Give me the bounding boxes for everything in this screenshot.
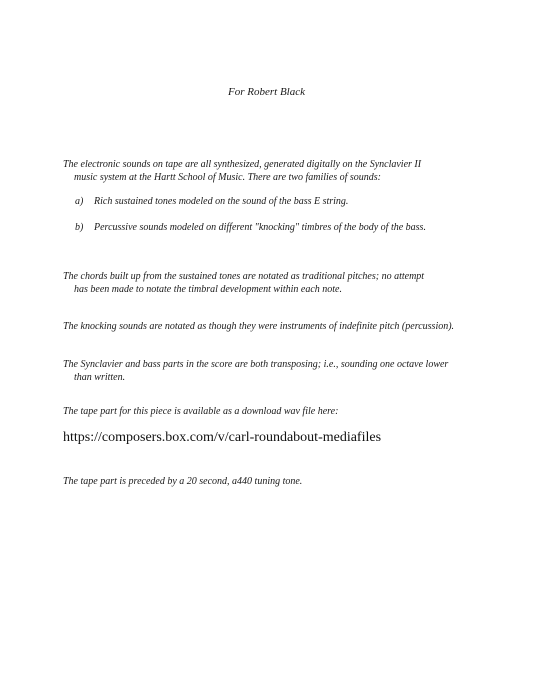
family-marker: b) — [75, 222, 84, 233]
tape-part-paragraph — [63, 405, 483, 418]
download-link[interactable]: https://composers.box.com/v/carl-roundabout-mediafiles — [63, 430, 382, 445]
family-item-b — [75, 221, 495, 234]
chords-paragraph — [63, 270, 483, 296]
family-text: Rich sustained tones modeled on the sound of the bass E string. — [94, 196, 349, 207]
family-item-a — [75, 195, 495, 208]
knocking-paragraph — [63, 320, 503, 333]
family-text: Percussive sounds modeled on different "knocking" timbres of the body of the bass. — [94, 222, 426, 233]
dedication: For Robert Black — [228, 86, 305, 98]
intro-line-2: music system at the Hartt School of Music. There are two families of sounds: — [74, 172, 382, 183]
transposing-line-2: than written. — [74, 372, 126, 383]
transposing-paragraph — [63, 358, 483, 384]
family-marker: a) — [75, 196, 84, 207]
chords-line-1: The chords built up from the sustained tones are notated as traditional pitches; no attempt — [63, 271, 425, 282]
intro-line-1: The electronic sounds on tape are all synthesized, generated digitally on the Synclavier II — [63, 159, 422, 170]
tape-part-line-1: The tape part for this piece is available as a download wav file here: — [63, 406, 339, 417]
knocking-line-1: The knocking sounds are notated as though they were instruments of indefinite pitch (percussion). — [63, 321, 455, 332]
transposing-line-1: The Synclavier and bass parts in the score are both transposing; i.e., sounding one octave lower — [63, 359, 449, 370]
tuning-paragraph — [63, 475, 483, 488]
chords-line-2: has been made to notate the timbral development within each note. — [74, 284, 342, 295]
tuning-line-1: The tape part is preceded by a 20 second, a440 tuning tone. — [63, 476, 303, 487]
intro-paragraph — [63, 158, 483, 184]
